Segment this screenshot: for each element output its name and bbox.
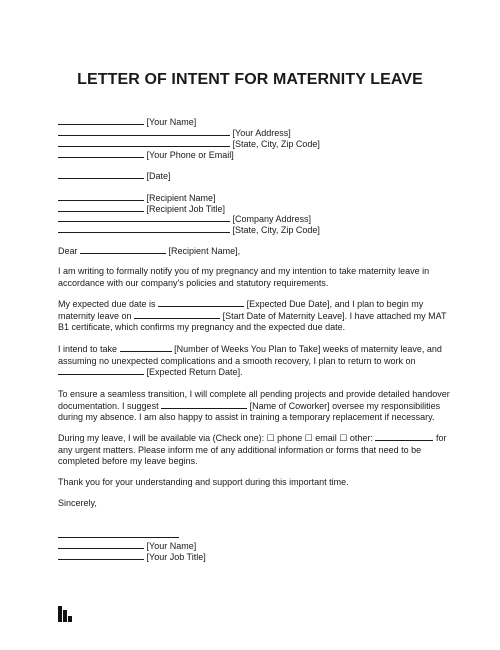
email-checkbox[interactable]: ☐ email — [304, 433, 337, 443]
blank-line[interactable] — [58, 170, 144, 179]
signature-name-label: [Your Name] — [146, 541, 197, 551]
brand-logo-icon — [58, 606, 72, 622]
paragraph-availability — [58, 433, 450, 468]
closing: Sincerely, — [58, 498, 97, 508]
paragraph-handover — [58, 389, 450, 424]
sender-phone-row — [58, 149, 234, 161]
recipient-title-label: [Recipient Job Title] — [146, 204, 226, 214]
sender-state-label: [State, City, Zip Code] — [232, 139, 320, 149]
salutation-prefix: Dear — [58, 246, 78, 256]
date-row — [58, 170, 171, 182]
paragraph-due-date — [58, 299, 450, 334]
para3-text: [Number of Weeks You Plan to Take] weeks of maternity leave, and assuming no unexpected complications and a smooth recovery, I plan to return to work on — [58, 344, 442, 366]
sender-phone-label: [Your Phone or Email] — [146, 150, 234, 160]
para4-text: [Name of Coworker] oversee my responsibilities during my absence. I am also happy to assist in training a temporary replacement if necessary. — [58, 400, 441, 423]
para2-text: [Start Date of Maternity Leave]. I have attached my MAT B1 certificate, which confirms my pregnancy and the expected due date. — [58, 310, 447, 333]
blank-line[interactable] — [58, 367, 144, 375]
signature-line[interactable] — [58, 529, 179, 538]
other-checkbox[interactable]: ☐ other: — [339, 433, 373, 443]
blank-line[interactable] — [80, 245, 166, 254]
salutation-name: [Recipient Name], — [168, 246, 241, 256]
company-address-label: [Company Address] — [232, 214, 312, 224]
blank-line[interactable] — [58, 149, 144, 158]
paragraph-intro: I am writing to formally notify you of my pregnancy and my intention to take maternity leave in accordance with our company's policies and statutory requirements. — [58, 266, 430, 288]
blank-line[interactable] — [58, 540, 144, 549]
blank-line[interactable] — [161, 401, 247, 409]
blank-line[interactable] — [58, 116, 144, 125]
sender-name-label: [Your Name] — [146, 117, 197, 127]
phone-checkbox[interactable]: ☐ phone — [266, 433, 303, 443]
blank-line[interactable] — [120, 344, 172, 352]
blank-line[interactable] — [58, 192, 144, 201]
para5-text: for any urgent matters. Please inform me of any additional information or forms that need to be completed before my leave begins. — [58, 433, 447, 467]
paragraph-thanks: Thank you for your understanding and support during this important time. — [58, 477, 349, 487]
para4-text: To ensure a seamless transition, I will complete all pending projects and provide detailed handover documentation. I suggest — [58, 389, 450, 411]
page-title: LETTER OF INTENT FOR MATERNITY LEAVE — [77, 71, 423, 88]
recipient-name-label: [Recipient Name] — [146, 193, 216, 203]
blank-line[interactable] — [158, 299, 244, 307]
blank-line[interactable] — [58, 551, 144, 560]
blank-line[interactable] — [58, 138, 230, 147]
blank-line[interactable] — [375, 433, 433, 441]
para2-text: My expected due date is — [58, 299, 156, 309]
para2-text: [Expected Due Date], and I plan to begin my maternity leave on — [58, 299, 424, 321]
blank-line[interactable] — [58, 224, 230, 233]
salutation — [58, 245, 240, 257]
signature-title-label: [Your Job Title] — [146, 552, 206, 562]
para3-text: [Expected Return Date]. — [146, 367, 243, 378]
signature-title-row — [58, 551, 206, 563]
recipient-state-label: [State, City, Zip Code] — [232, 225, 320, 235]
paragraph-leave-duration — [58, 344, 450, 379]
blank-line[interactable] — [58, 203, 144, 212]
blank-line[interactable] — [134, 311, 220, 319]
recipient-state-row — [58, 224, 320, 236]
blank-line[interactable] — [58, 127, 230, 136]
para5-text: During my leave, I will be available via (Check one): — [58, 433, 265, 443]
date-label: [Date] — [146, 171, 171, 181]
sender-address-label: [Your Address] — [232, 128, 291, 138]
para3-text: I intend to take — [58, 344, 118, 354]
blank-line[interactable] — [58, 213, 230, 222]
